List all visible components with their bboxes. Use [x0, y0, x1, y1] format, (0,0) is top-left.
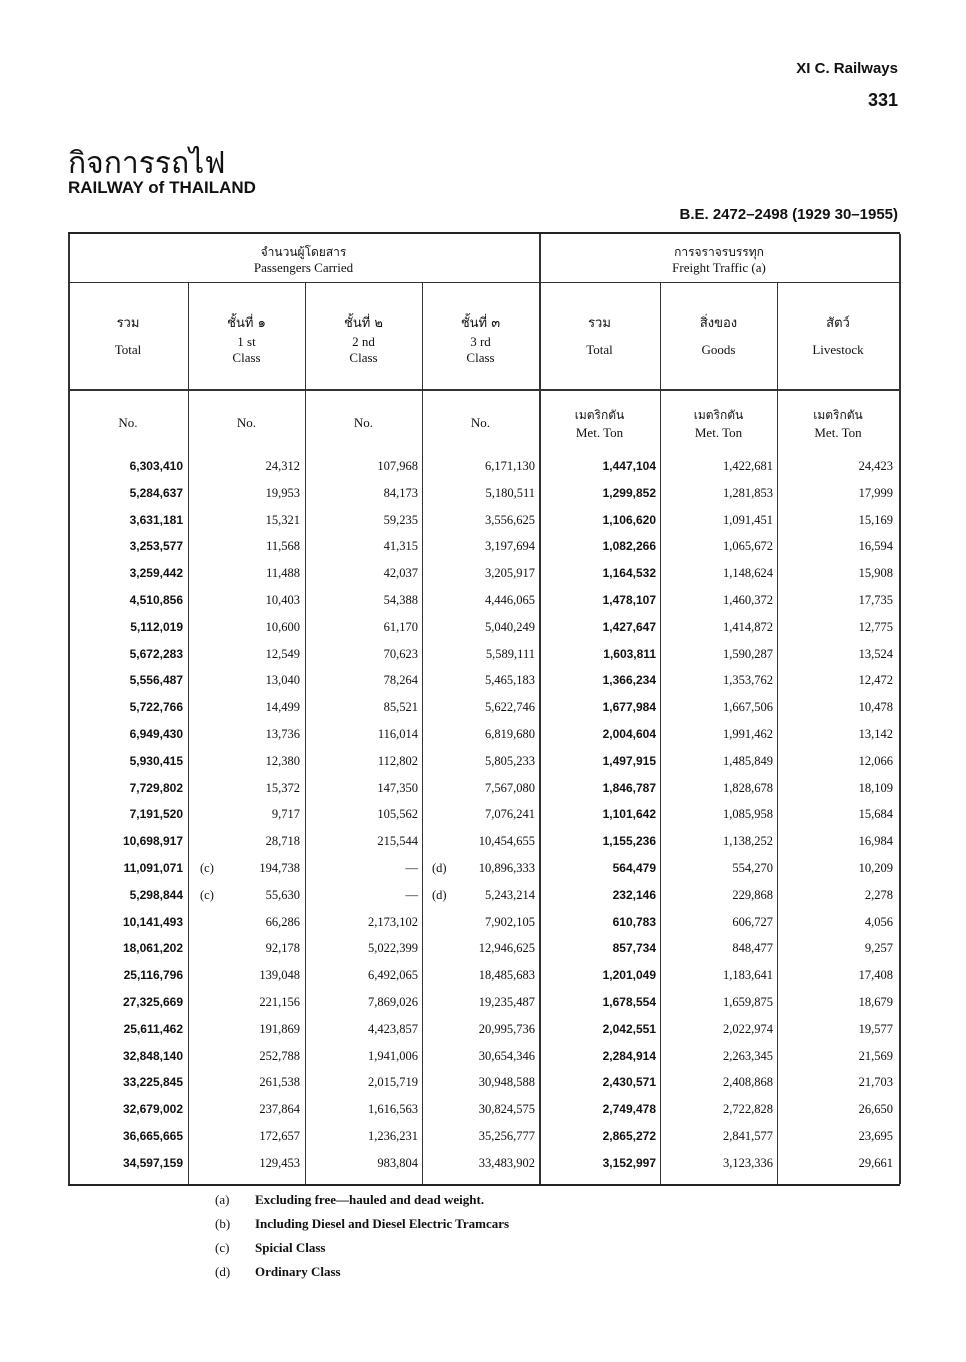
cell-c1: 10,403 — [265, 593, 300, 607]
cell-c3: 35,256,777 — [478, 1129, 535, 1143]
cell-c2: 70,623 — [383, 646, 418, 661]
cell-goods: 1,485,849 — [723, 753, 773, 768]
cell-total: 4,510,856 — [129, 593, 183, 607]
column-header-thai: รวม — [588, 316, 611, 331]
cell-c2: 983,804 — [377, 1155, 418, 1170]
table-row — [68, 535, 900, 562]
cell-livestock: 21,703 — [858, 1075, 893, 1090]
cell-c2: — — [405, 861, 418, 875]
cell-goods: 2,022,974 — [723, 1021, 773, 1036]
cell-livestock: 17,999 — [858, 485, 893, 500]
cell-total: 25,611,462 — [123, 1021, 183, 1036]
cell-total: 5,556,487 — [129, 673, 183, 688]
column-header-thai: รวม — [116, 316, 140, 331]
cell-c1: 9,717 — [271, 807, 300, 822]
table-row — [68, 1071, 900, 1098]
table-row — [68, 1152, 900, 1179]
cell-c3: 7,567,080 — [485, 780, 535, 795]
cell-note: (d) — [432, 887, 447, 902]
header-divider — [68, 389, 900, 391]
cell-livestock: 16,594 — [858, 539, 893, 554]
cell-goods: 1,353,762 — [723, 673, 773, 688]
cell-livestock: 12,472 — [858, 673, 893, 688]
cell-total: 27,325,669 — [122, 995, 183, 1009]
table-row — [68, 964, 900, 991]
cell-ftotal: 1,201,049 — [602, 968, 656, 983]
column-header-thai: สิ่งของ — [699, 316, 738, 331]
cell-note: (d) — [432, 861, 447, 875]
cell-ftotal: 1,299,852 — [602, 485, 656, 500]
cell-c1: 24,312 — [265, 459, 300, 473]
cell-c1: 10,600 — [265, 619, 300, 634]
group-passengers — [68, 244, 539, 276]
table-row — [68, 1098, 900, 1125]
cell-c2: 85,521 — [383, 700, 418, 715]
cell-c2: 107,968 — [377, 459, 418, 473]
cell-livestock: 12,775 — [858, 619, 893, 634]
cell-c2: 147,350 — [377, 780, 418, 795]
cell-livestock: 12,066 — [858, 753, 893, 768]
page-title: RAILWAY of THAILAND — [68, 178, 256, 197]
table-row — [68, 884, 900, 911]
cell-c3: 12,946,625 — [478, 941, 535, 956]
cell-ftotal: 2,749,478 — [602, 1102, 656, 1117]
cell-goods: 2,722,828 — [723, 1102, 773, 1117]
table-row — [68, 723, 900, 750]
cell-goods: 1,281,853 — [723, 485, 773, 500]
cell-total: 7,729,802 — [129, 780, 183, 795]
cell-ftotal: 1,082,266 — [602, 539, 656, 554]
cell-goods: 1,183,641 — [723, 968, 773, 983]
cell-c1: 237,864 — [259, 1102, 300, 1117]
cell-c1: 13,040 — [265, 673, 300, 688]
cell-livestock: 19,577 — [858, 1021, 893, 1036]
unit-label-thai: เมตริกตัน — [693, 408, 744, 422]
cell-total: 3,631,181 — [129, 512, 183, 527]
footnote-text: Including Diesel and Diesel Electric Tramcars — [255, 1216, 510, 1231]
cell-c3: 7,076,241 — [485, 807, 535, 822]
cell-total: 5,672,283 — [129, 646, 183, 661]
cell-c3: 3,197,694 — [485, 539, 535, 554]
cell-total: 5,930,415 — [129, 753, 183, 768]
cell-ftotal: 1,846,787 — [602, 780, 656, 795]
column-header-freight-total — [539, 314, 660, 360]
cell-ftotal: 610,783 — [612, 914, 656, 929]
unit-label-english: Met. Ton — [575, 425, 624, 440]
column-header-english: Goods — [701, 342, 736, 357]
unit-label: No. — [236, 415, 257, 430]
cell-livestock: 18,109 — [858, 780, 893, 795]
cell-total: 11,091,071 — [123, 861, 183, 875]
cell-total: 36,665,665 — [122, 1129, 183, 1143]
unit-label — [539, 406, 660, 442]
cell-c2: 215,544 — [377, 834, 418, 849]
cell-ftotal: 1,497,915 — [602, 753, 656, 768]
cell-livestock: 4,056 — [864, 914, 893, 929]
column-header-english: Total — [114, 342, 142, 357]
cell-livestock: 13,142 — [858, 727, 893, 741]
footnote-text: Excluding free—hauled and dead weight. — [255, 1192, 485, 1207]
cell-ftotal: 2,865,272 — [602, 1129, 656, 1143]
cell-ftotal: 1,106,620 — [602, 512, 656, 527]
column-header-livestock — [777, 314, 899, 360]
cell-livestock: 15,908 — [858, 566, 893, 581]
cell-total: 25,116,796 — [123, 968, 183, 983]
cell-c3: 5,622,746 — [485, 700, 535, 715]
cell-goods: 1,659,875 — [723, 995, 773, 1009]
unit-label: No. — [353, 415, 374, 430]
table-row — [68, 643, 900, 670]
group-freight-english: Freight Traffic (a) — [672, 260, 766, 275]
table-row — [68, 455, 900, 482]
unit-label-english: Met. Ton — [694, 425, 743, 440]
column-header-goods — [660, 314, 777, 360]
cell-goods: 2,841,577 — [723, 1129, 773, 1143]
cell-c1: 172,657 — [259, 1129, 300, 1143]
cell-c3: 30,824,575 — [478, 1102, 535, 1117]
cell-ftotal: 2,004,604 — [602, 727, 656, 741]
cell-ftotal: 1,603,811 — [603, 646, 656, 661]
cell-total: 5,112,019 — [130, 619, 183, 634]
cell-goods: 554,270 — [732, 861, 773, 875]
cell-c3: 7,902,105 — [485, 914, 535, 929]
table-row — [68, 589, 900, 616]
cell-goods: 1,065,672 — [723, 539, 773, 554]
cell-c1: 252,788 — [259, 1048, 300, 1063]
cell-livestock: 10,478 — [858, 700, 893, 715]
cell-note: (c) — [200, 887, 214, 902]
cell-c2: 2,173,102 — [368, 914, 418, 929]
cell-c3: 5,589,111 — [485, 646, 535, 661]
cell-c1: 92,178 — [265, 941, 300, 956]
column-header-passengers-total — [68, 314, 188, 360]
cell-c3: 10,896,333 — [478, 861, 535, 875]
cell-c3: 10,454,655 — [478, 834, 535, 849]
cell-c1: 139,048 — [259, 968, 300, 983]
table-row — [68, 937, 900, 964]
cell-c2: 2,015,719 — [368, 1075, 418, 1090]
cell-c2: 5,022,399 — [368, 941, 418, 956]
cell-goods: 1,085,958 — [723, 807, 773, 822]
section-header: XI C. Railways — [796, 60, 898, 77]
unit-label: No. — [470, 415, 491, 430]
cell-total: 32,848,140 — [122, 1048, 183, 1063]
cell-livestock: 29,661 — [858, 1155, 893, 1170]
cell-ftotal: 2,042,551 — [602, 1021, 656, 1036]
cell-total: 5,284,637 — [129, 485, 183, 500]
footnote-mark: (a) — [215, 1192, 230, 1207]
table-row — [68, 830, 900, 857]
table-row — [68, 669, 900, 696]
cell-c2: 1,941,006 — [368, 1048, 418, 1063]
cell-livestock: 21,569 — [858, 1048, 893, 1063]
cell-c1: 28,718 — [265, 834, 300, 849]
column-header-thai: ชั้นที่ ๓ — [460, 316, 501, 331]
cell-ftotal: 1,427,647 — [602, 619, 656, 634]
cell-goods: 1,667,506 — [723, 700, 773, 715]
cell-c3: 3,556,625 — [485, 512, 535, 527]
cell-total: 6,303,410 — [129, 459, 183, 473]
cell-c1: 12,380 — [265, 753, 300, 768]
cell-livestock: 15,169 — [858, 512, 893, 527]
cell-livestock: 2,278 — [864, 887, 893, 902]
cell-c2: 116,014 — [377, 727, 418, 741]
cell-c2: 54,388 — [383, 593, 418, 607]
cell-ftotal: 1,155,236 — [602, 834, 656, 849]
column-header-english: 3 rd Class — [466, 334, 495, 365]
cell-ftotal: 232,146 — [612, 887, 656, 902]
table-row — [68, 562, 900, 589]
cell-c1: 15,321 — [265, 512, 300, 527]
page-title-thai: กิจการรถไฟ — [68, 146, 226, 181]
cell-goods: 606,727 — [732, 914, 773, 929]
unit-label-thai: เมตริกตัน — [574, 408, 625, 422]
unit-label — [660, 406, 777, 442]
cell-livestock: 15,684 — [858, 807, 893, 822]
cell-c3: 30,654,346 — [478, 1048, 535, 1063]
cell-ftotal: 2,284,914 — [602, 1048, 656, 1063]
cell-c2: — — [405, 887, 418, 902]
cell-livestock: 9,257 — [864, 941, 893, 956]
cell-goods: 1,460,372 — [723, 593, 773, 607]
cell-ftotal: 3,152,997 — [602, 1155, 656, 1170]
table-row — [68, 1018, 900, 1045]
cell-ftotal: 1,447,104 — [602, 459, 656, 473]
table-row — [68, 509, 900, 536]
cell-c3: 5,465,183 — [485, 673, 535, 688]
group-header-divider — [68, 282, 900, 283]
cell-c2: 112,802 — [377, 753, 418, 768]
cell-total: 10,698,917 — [122, 834, 183, 849]
unit-label — [777, 406, 899, 442]
table-row — [68, 1045, 900, 1072]
column-header-thai: ชั้นที่ ๑ — [227, 316, 266, 331]
cell-c1: 261,538 — [259, 1075, 300, 1090]
cell-total: 3,253,577 — [129, 539, 183, 554]
cell-c1: 221,156 — [259, 995, 300, 1009]
cell-goods: 1,138,252 — [723, 834, 773, 849]
group-freight — [539, 244, 899, 276]
cell-c3: 33,483,902 — [478, 1155, 535, 1170]
table-row — [68, 777, 900, 804]
column-header-english: 2 nd Class — [349, 334, 378, 365]
cell-total: 7,191,520 — [129, 807, 183, 822]
cell-c1: 11,488 — [266, 566, 300, 581]
column-header-english: Livestock — [812, 342, 864, 357]
cell-goods: 1,414,872 — [723, 619, 773, 634]
cell-c2: 59,235 — [383, 512, 418, 527]
column-header-english: 1 st Class — [232, 334, 261, 365]
cell-c3: 5,040,249 — [485, 619, 535, 634]
group-passengers-thai: จำนวนผู้โดยสาร — [260, 245, 347, 259]
cell-total: 5,722,766 — [129, 700, 183, 715]
cell-total: 32,679,002 — [122, 1102, 183, 1117]
cell-total: 18,061,202 — [122, 941, 183, 956]
cell-c2: 78,264 — [383, 673, 418, 688]
cell-ftotal: 857,734 — [612, 941, 656, 956]
data-table — [68, 232, 900, 1186]
cell-c3: 30,948,588 — [478, 1075, 535, 1090]
table-row — [68, 482, 900, 509]
column-header-thai: ชั้นที่ ๒ — [344, 316, 383, 331]
cell-c2: 84,173 — [383, 485, 418, 500]
cell-c3: 6,171,130 — [485, 459, 535, 473]
cell-c2: 42,037 — [383, 566, 418, 581]
page-number: 331 — [867, 90, 898, 110]
table-row — [68, 696, 900, 723]
cell-c3: 3,205,917 — [485, 566, 535, 581]
cell-livestock: 18,679 — [858, 995, 893, 1009]
cell-livestock: 10,209 — [858, 861, 893, 875]
cell-c3: 19,235,487 — [478, 995, 535, 1009]
cell-c2: 6,492,065 — [368, 968, 418, 983]
footnote-text: Ordinary Class — [255, 1264, 341, 1279]
cell-livestock: 24,423 — [858, 459, 893, 473]
table-row — [68, 616, 900, 643]
cell-goods: 3,123,336 — [723, 1155, 773, 1170]
cell-ftotal: 1,678,554 — [602, 995, 656, 1009]
cell-c3: 6,819,680 — [485, 727, 535, 741]
cell-ftotal: 1,164,532 — [602, 566, 656, 581]
cell-goods: 1,590,287 — [723, 646, 773, 661]
cell-goods: 2,408,868 — [723, 1075, 773, 1090]
footnote-text: Spicial Class — [255, 1240, 326, 1255]
cell-c2: 105,562 — [377, 807, 418, 822]
cell-livestock: 23,695 — [858, 1129, 893, 1143]
cell-total: 34,597,159 — [122, 1155, 183, 1170]
cell-c1: 15,372 — [265, 780, 300, 795]
cell-c1: 14,499 — [265, 700, 300, 715]
cell-c3: 18,485,683 — [478, 968, 535, 983]
table-row — [68, 803, 900, 830]
cell-goods: 1,422,681 — [723, 459, 773, 473]
cell-c1: 66,286 — [265, 914, 300, 929]
footnote-mark: (c) — [215, 1240, 230, 1255]
table-row — [68, 911, 900, 938]
cell-c2: 4,423,857 — [368, 1021, 418, 1036]
cell-total: 10,141,493 — [122, 914, 183, 929]
cell-c3: 5,180,511 — [485, 485, 535, 500]
footnote-mark: (d) — [215, 1264, 231, 1279]
table-row — [68, 1125, 900, 1152]
cell-c2: 1,236,231 — [368, 1129, 418, 1143]
cell-c3: 4,446,065 — [485, 593, 535, 607]
cell-livestock: 26,650 — [858, 1102, 893, 1117]
cell-livestock: 16,984 — [858, 834, 893, 849]
cell-c2: 61,170 — [383, 619, 418, 634]
column-header-3rd-class — [422, 314, 539, 366]
cell-c3: 5,805,233 — [485, 753, 535, 768]
column-header-1st-class — [188, 314, 305, 366]
cell-c2: 7,869,026 — [368, 995, 418, 1009]
cell-total: 33,225,845 — [122, 1075, 183, 1090]
table-row — [68, 857, 900, 884]
cell-ftotal: 2,430,571 — [602, 1075, 656, 1090]
cell-goods: 229,868 — [732, 887, 773, 902]
column-header-english: Total — [586, 342, 613, 357]
unit-label-english: Met. Ton — [814, 425, 862, 440]
table-row — [68, 991, 900, 1018]
cell-ftotal: 1,478,107 — [602, 593, 656, 607]
column-header-2nd-class — [305, 314, 422, 366]
cell-goods: 2,263,345 — [723, 1048, 773, 1063]
cell-c1: 129,453 — [259, 1155, 300, 1170]
cell-goods: 1,148,624 — [723, 566, 773, 581]
cell-livestock: 13,524 — [858, 646, 893, 661]
table-row — [68, 750, 900, 777]
period-label: B.E. 2472–2498 (1929 30–1955) — [679, 206, 898, 223]
column-header-thai: สัตว์ — [826, 316, 850, 331]
cell-total: 6,949,430 — [129, 727, 183, 741]
cell-c2: 41,315 — [383, 539, 418, 554]
cell-c1: 12,549 — [265, 646, 300, 661]
cell-goods: 1,828,678 — [723, 780, 773, 795]
cell-c1: 11,568 — [266, 539, 300, 554]
cell-total: 5,298,844 — [129, 887, 183, 902]
cell-goods: 1,091,451 — [723, 512, 773, 527]
cell-c3: 5,243,214 — [485, 887, 535, 902]
cell-note: (c) — [200, 861, 214, 875]
cell-goods: 848,477 — [732, 941, 773, 956]
cell-livestock: 17,735 — [858, 593, 893, 607]
unit-label-thai: เมตริกตัน — [813, 408, 863, 422]
cell-c2: 1,616,563 — [368, 1102, 418, 1117]
cell-c1: 19,953 — [265, 485, 300, 500]
cell-goods: 1,991,462 — [723, 727, 773, 741]
cell-c1: 13,736 — [265, 727, 300, 741]
cell-ftotal: 564,479 — [612, 861, 656, 875]
cell-total: 3,259,442 — [129, 566, 183, 581]
cell-c3: 20,995,736 — [478, 1021, 535, 1036]
cell-ftotal: 1,101,642 — [602, 807, 656, 822]
cell-c1: 55,630 — [265, 887, 300, 902]
cell-c1: 194,738 — [259, 861, 300, 875]
group-freight-thai: การจราจรบรรทุก — [674, 245, 764, 259]
cell-livestock: 17,408 — [858, 968, 893, 983]
cell-ftotal: 1,677,984 — [602, 700, 656, 715]
cell-c1: 191,869 — [259, 1021, 300, 1036]
group-passengers-english: Passengers Carried — [253, 260, 354, 275]
unit-label: No. — [118, 415, 138, 430]
cell-ftotal: 1,366,234 — [602, 673, 656, 688]
footnote-mark: (b) — [215, 1216, 231, 1231]
